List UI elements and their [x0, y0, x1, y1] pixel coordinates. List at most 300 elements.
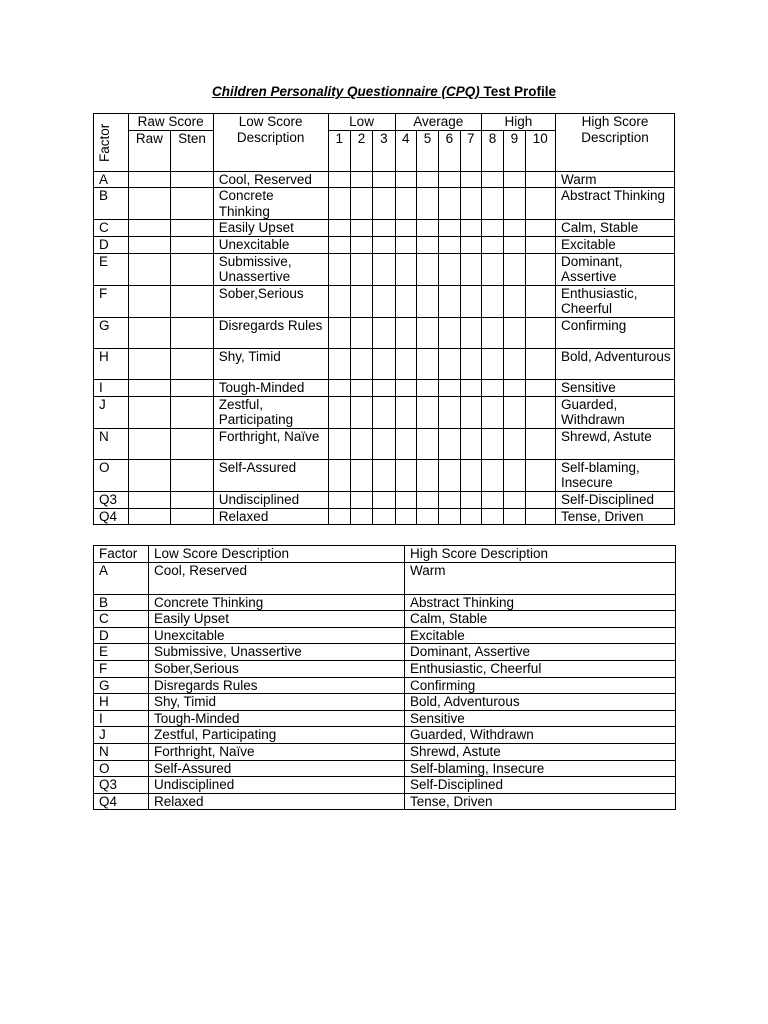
- sten-box-cell: [395, 508, 416, 525]
- summary-high-cell: Sensitive: [405, 710, 676, 727]
- summary-high-cell: Self-Disciplined: [405, 777, 676, 794]
- summary-table: [93, 545, 676, 810]
- sten-box-cell: [373, 285, 395, 317]
- profile-row: [94, 171, 675, 188]
- sten-box-cell: [481, 428, 503, 459]
- raw-cell: [128, 317, 171, 348]
- sten-box-cell: [525, 491, 555, 508]
- low-desc-cell: Submissive, Unassertive: [213, 253, 328, 285]
- sten-box-cell: [373, 253, 395, 285]
- sten-box-cell: [504, 379, 525, 396]
- sten-box-cell: [460, 171, 481, 188]
- summary-row: [94, 562, 676, 594]
- sten-box-cell: [416, 379, 438, 396]
- summary-high-cell: Shrewd, Astute: [405, 743, 676, 760]
- sten-box-cell: [525, 236, 555, 253]
- high-desc-cell: Excitable: [556, 236, 675, 253]
- sten-box-cell: [350, 348, 372, 379]
- sten-box-cell: [525, 317, 555, 348]
- high-desc-cell: Sensitive: [556, 379, 675, 396]
- sten-box-cell: [328, 253, 350, 285]
- sten-box-cell: [439, 379, 460, 396]
- sten-box-cell: [350, 379, 372, 396]
- summary-high-cell: Abstract Thinking: [405, 594, 676, 611]
- sten-box-cell: [328, 459, 350, 491]
- sten-box-cell: [373, 428, 395, 459]
- sten-number: 1: [328, 130, 350, 171]
- profile-row: [94, 317, 675, 348]
- summary-high-cell: Enthusiastic, Cheerful: [405, 660, 676, 677]
- sten-box-cell: [481, 379, 503, 396]
- summary-high-cell: Dominant, Assertive: [405, 644, 676, 661]
- high-desc-cell: Enthusiastic, Cheerful: [556, 285, 675, 317]
- factor-cell: Q3: [94, 491, 129, 508]
- sten-box-cell: [504, 220, 525, 237]
- summary-low-cell: Self-Assured: [149, 760, 405, 777]
- sten-box-cell: [439, 285, 460, 317]
- summary-factor-cell: Q4: [94, 793, 149, 810]
- low-desc-cell: Undisciplined: [213, 491, 328, 508]
- high-desc-header: High Score Description: [556, 114, 675, 172]
- sten-box-cell: [373, 188, 395, 220]
- sten-box-cell: [504, 285, 525, 317]
- sten-box-cell: [504, 317, 525, 348]
- sten-box-cell: [525, 508, 555, 525]
- low-desc-cell: Zestful, Participating: [213, 396, 328, 428]
- sten-box-cell: [504, 459, 525, 491]
- sten-box-cell: [460, 188, 481, 220]
- sten-box-cell: [439, 171, 460, 188]
- summary-low-cell: Easily Upset: [149, 611, 405, 628]
- summary-low-cell: Relaxed: [149, 793, 405, 810]
- sten-box-cell: [416, 171, 438, 188]
- factor-cell: B: [94, 188, 129, 220]
- high-desc-cell: Abstract Thinking: [556, 188, 675, 220]
- sten-box-cell: [350, 459, 372, 491]
- high-band-header: High: [481, 114, 555, 131]
- sten-box-cell: [460, 253, 481, 285]
- raw-cell: [128, 253, 171, 285]
- summary-row: [94, 793, 676, 810]
- summary-factor-cell: C: [94, 611, 149, 628]
- raw-cell: [128, 428, 171, 459]
- summary-factor-header: Factor: [94, 546, 149, 563]
- summary-low-cell: Submissive, Unassertive: [149, 644, 405, 661]
- sten-box-cell: [328, 508, 350, 525]
- summary-factor-cell: D: [94, 627, 149, 644]
- sten-box-cell: [460, 491, 481, 508]
- sten-box-cell: [439, 220, 460, 237]
- summary-factor-cell: B: [94, 594, 149, 611]
- sten-box-cell: [460, 236, 481, 253]
- sten-box-cell: [395, 428, 416, 459]
- sten-number: 10: [525, 130, 555, 171]
- factor-cell: O: [94, 459, 129, 491]
- sten-box-cell: [525, 459, 555, 491]
- sten-box-cell: [395, 188, 416, 220]
- low-desc-cell: Concrete Thinking: [213, 188, 328, 220]
- sten-number: 4: [395, 130, 416, 171]
- raw-cell: [128, 508, 171, 525]
- sten-box-cell: [416, 236, 438, 253]
- sten-box-cell: [373, 220, 395, 237]
- low-desc-cell: Shy, Timid: [213, 348, 328, 379]
- sten-box-cell: [373, 379, 395, 396]
- sten-number: 5: [416, 130, 438, 171]
- sten-box-cell: [350, 188, 372, 220]
- sten-box-cell: [395, 379, 416, 396]
- sten-box-cell: [350, 236, 372, 253]
- summary-factor-cell: A: [94, 562, 149, 594]
- summary-high-cell: Calm, Stable: [405, 611, 676, 628]
- sten-number: 9: [504, 130, 525, 171]
- sten-box-cell: [416, 348, 438, 379]
- sten-box-cell: [416, 396, 438, 428]
- sten-box-cell: [460, 379, 481, 396]
- summary-high-cell: Self-blaming, Insecure: [405, 760, 676, 777]
- sten-box-cell: [350, 491, 372, 508]
- factor-cell: C: [94, 220, 129, 237]
- sten-cell: [171, 459, 214, 491]
- sten-box-cell: [373, 236, 395, 253]
- sten-box-cell: [416, 459, 438, 491]
- summary-factor-cell: H: [94, 694, 149, 711]
- profile-table: [93, 113, 675, 525]
- low-desc-cell: Self-Assured: [213, 459, 328, 491]
- sten-box-cell: [416, 428, 438, 459]
- sten-box-cell: [350, 317, 372, 348]
- low-band-header: Low: [328, 114, 395, 131]
- sten-box-cell: [395, 285, 416, 317]
- sten-box-cell: [416, 220, 438, 237]
- sten-box-cell: [373, 317, 395, 348]
- low-desc-cell: Relaxed: [213, 508, 328, 525]
- sten-box-cell: [504, 171, 525, 188]
- sten-number: 3: [373, 130, 395, 171]
- sten-box-cell: [395, 396, 416, 428]
- raw-cell: [128, 236, 171, 253]
- sten-box-cell: [481, 171, 503, 188]
- raw-cell: [128, 459, 171, 491]
- sten-box-cell: [416, 285, 438, 317]
- summary-low-cell: Disregards Rules: [149, 677, 405, 694]
- sten-box-cell: [504, 396, 525, 428]
- sten-box-cell: [439, 491, 460, 508]
- high-desc-cell: Self-Disciplined: [556, 491, 675, 508]
- profile-row: [94, 491, 675, 508]
- low-desc-cell: Sober,Serious: [213, 285, 328, 317]
- sten-box-cell: [328, 379, 350, 396]
- factor-header: Factor: [94, 114, 129, 172]
- summary-row: [94, 677, 676, 694]
- sten-box-cell: [525, 285, 555, 317]
- sten-cell: [171, 379, 214, 396]
- sten-box-cell: [439, 317, 460, 348]
- sten-box-cell: [416, 317, 438, 348]
- sten-box-cell: [481, 220, 503, 237]
- sten-cell: [171, 188, 214, 220]
- high-desc-cell: Confirming: [556, 317, 675, 348]
- sten-cell: [171, 491, 214, 508]
- high-desc-cell: Shrewd, Astute: [556, 428, 675, 459]
- sten-box-cell: [504, 188, 525, 220]
- profile-row: [94, 188, 675, 220]
- sten-box-cell: [350, 253, 372, 285]
- sten-cell: [171, 348, 214, 379]
- sten-cell: [171, 220, 214, 237]
- sten-box-cell: [328, 428, 350, 459]
- sten-cell: [171, 396, 214, 428]
- summary-factor-cell: F: [94, 660, 149, 677]
- summary-factor-cell: J: [94, 727, 149, 744]
- sten-box-cell: [525, 220, 555, 237]
- summary-high-cell: Tense, Driven: [405, 793, 676, 810]
- factor-cell: N: [94, 428, 129, 459]
- sten-box-cell: [416, 188, 438, 220]
- sten-box-cell: [395, 253, 416, 285]
- sten-box-cell: [395, 171, 416, 188]
- high-desc-cell: Dominant, Assertive: [556, 253, 675, 285]
- sten-box-cell: [373, 348, 395, 379]
- sten-box-cell: [350, 220, 372, 237]
- sten-box-cell: [481, 253, 503, 285]
- profile-row: [94, 285, 675, 317]
- sten-box-cell: [439, 188, 460, 220]
- summary-factor-cell: O: [94, 760, 149, 777]
- summary-row: [94, 743, 676, 760]
- sten-box-cell: [525, 253, 555, 285]
- summary-row: [94, 694, 676, 711]
- summary-low-cell: Cool, Reserved: [149, 562, 405, 594]
- sten-box-cell: [395, 236, 416, 253]
- sten-box-cell: [504, 253, 525, 285]
- sten-box-cell: [350, 285, 372, 317]
- sten-box-cell: [373, 171, 395, 188]
- factor-cell: Q4: [94, 508, 129, 525]
- summary-low-cell: Tough-Minded: [149, 710, 405, 727]
- raw-cell: [128, 171, 171, 188]
- sten-box-cell: [460, 348, 481, 379]
- sten-box-cell: [481, 459, 503, 491]
- page-title: [0, 84, 768, 99]
- raw-header: Raw: [128, 130, 171, 171]
- summary-row: [94, 727, 676, 744]
- sten-box-cell: [504, 491, 525, 508]
- sten-box-cell: [460, 508, 481, 525]
- sten-cell: [171, 236, 214, 253]
- sten-cell: [171, 253, 214, 285]
- summary-low-cell: Sober,Serious: [149, 660, 405, 677]
- summary-row: [94, 594, 676, 611]
- sten-box-cell: [460, 459, 481, 491]
- summary-low-cell: Unexcitable: [149, 627, 405, 644]
- sten-box-cell: [460, 428, 481, 459]
- sten-cell: [171, 317, 214, 348]
- sten-box-cell: [350, 171, 372, 188]
- low-desc-cell: Tough-Minded: [213, 379, 328, 396]
- sten-box-cell: [439, 508, 460, 525]
- sten-number: 8: [481, 130, 503, 171]
- high-desc-cell: Calm, Stable: [556, 220, 675, 237]
- sten-box-cell: [481, 396, 503, 428]
- sten-number: 2: [350, 130, 372, 171]
- summary-row: [94, 627, 676, 644]
- sten-box-cell: [373, 396, 395, 428]
- sten-box-cell: [504, 348, 525, 379]
- low-desc-cell: Cool, Reserved: [213, 171, 328, 188]
- factor-cell: G: [94, 317, 129, 348]
- sten-box-cell: [481, 348, 503, 379]
- sten-cell: [171, 171, 214, 188]
- summary-row: [94, 644, 676, 661]
- summary-factor-cell: E: [94, 644, 149, 661]
- sten-box-cell: [460, 317, 481, 348]
- summary-factor-cell: I: [94, 710, 149, 727]
- sten-number: 7: [460, 130, 481, 171]
- sten-box-cell: [328, 491, 350, 508]
- summary-low-cell: Shy, Timid: [149, 694, 405, 711]
- sten-box-cell: [525, 348, 555, 379]
- summary-high-header: High Score Description: [405, 546, 676, 563]
- sten-box-cell: [481, 188, 503, 220]
- summary-row: [94, 760, 676, 777]
- sten-box-cell: [328, 348, 350, 379]
- sten-box-cell: [373, 508, 395, 525]
- high-desc-cell: Tense, Driven: [556, 508, 675, 525]
- summary-factor-cell: G: [94, 677, 149, 694]
- summary-high-cell: Guarded, Withdrawn: [405, 727, 676, 744]
- sten-box-cell: [350, 396, 372, 428]
- sten-box-cell: [460, 396, 481, 428]
- sten-box-cell: [439, 253, 460, 285]
- raw-cell: [128, 379, 171, 396]
- raw-score-header: Raw Score: [128, 114, 213, 131]
- sten-box-cell: [350, 428, 372, 459]
- sten-cell: [171, 508, 214, 525]
- sten-box-cell: [439, 428, 460, 459]
- sten-box-cell: [504, 508, 525, 525]
- sten-box-cell: [395, 220, 416, 237]
- summary-low-header: Low Score Description: [149, 546, 405, 563]
- summary-low-cell: Zestful, Participating: [149, 727, 405, 744]
- profile-row: [94, 508, 675, 525]
- sten-box-cell: [328, 188, 350, 220]
- sten-box-cell: [373, 459, 395, 491]
- sten-box-cell: [328, 317, 350, 348]
- sten-box-cell: [439, 459, 460, 491]
- profile-row: [94, 379, 675, 396]
- factor-cell: I: [94, 379, 129, 396]
- low-desc-cell: Easily Upset: [213, 220, 328, 237]
- sten-box-cell: [328, 236, 350, 253]
- factor-cell: J: [94, 396, 129, 428]
- factor-cell: H: [94, 348, 129, 379]
- summary-row: [94, 777, 676, 794]
- sten-box-cell: [460, 220, 481, 237]
- sten-box-cell: [395, 491, 416, 508]
- sten-cell: [171, 428, 214, 459]
- summary-high-cell: Warm: [405, 562, 676, 594]
- low-desc-cell: Unexcitable: [213, 236, 328, 253]
- sten-box-cell: [373, 491, 395, 508]
- sten-box-cell: [328, 396, 350, 428]
- summary-factor-cell: N: [94, 743, 149, 760]
- sten-box-cell: [416, 491, 438, 508]
- sten-box-cell: [504, 428, 525, 459]
- sten-box-cell: [525, 396, 555, 428]
- sten-box-cell: [525, 188, 555, 220]
- sten-box-cell: [504, 236, 525, 253]
- summary-row: [94, 710, 676, 727]
- sten-box-cell: [439, 348, 460, 379]
- factor-cell: A: [94, 171, 129, 188]
- summary-high-cell: Excitable: [405, 627, 676, 644]
- title-italic: Children Personality Questionnaire (CPQ): [211, 84, 480, 99]
- sten-box-cell: [395, 317, 416, 348]
- profile-row: [94, 348, 675, 379]
- average-band-header: Average: [395, 114, 481, 131]
- sten-box-cell: [439, 396, 460, 428]
- sten-box-cell: [350, 508, 372, 525]
- sten-box-cell: [460, 285, 481, 317]
- profile-row: [94, 220, 675, 237]
- sten-box-cell: [525, 379, 555, 396]
- sten-box-cell: [525, 428, 555, 459]
- sten-header: Sten: [171, 130, 214, 171]
- low-desc-cell: Disregards Rules: [213, 317, 328, 348]
- title-rest: Test Profile: [479, 84, 557, 99]
- profile-row: [94, 428, 675, 459]
- summary-row: [94, 660, 676, 677]
- sten-box-cell: [481, 236, 503, 253]
- raw-cell: [128, 348, 171, 379]
- sten-box-cell: [525, 171, 555, 188]
- factor-cell: E: [94, 253, 129, 285]
- high-desc-cell: Warm: [556, 171, 675, 188]
- sten-box-cell: [328, 171, 350, 188]
- raw-cell: [128, 396, 171, 428]
- sten-box-cell: [416, 508, 438, 525]
- factor-cell: D: [94, 236, 129, 253]
- sten-box-cell: [481, 508, 503, 525]
- summary-high-cell: Confirming: [405, 677, 676, 694]
- profile-row: [94, 253, 675, 285]
- summary-high-cell: Bold, Adventurous: [405, 694, 676, 711]
- summary-low-cell: Undisciplined: [149, 777, 405, 794]
- high-desc-cell: Self-blaming, Insecure: [556, 459, 675, 491]
- profile-row: [94, 459, 675, 491]
- sten-box-cell: [481, 491, 503, 508]
- profile-row: [94, 396, 675, 428]
- raw-cell: [128, 220, 171, 237]
- sten-box-cell: [481, 317, 503, 348]
- sten-box-cell: [439, 236, 460, 253]
- summary-factor-cell: Q3: [94, 777, 149, 794]
- high-desc-cell: Bold, Adventurous: [556, 348, 675, 379]
- high-desc-cell: Guarded, Withdrawn: [556, 396, 675, 428]
- raw-cell: [128, 188, 171, 220]
- sten-box-cell: [328, 220, 350, 237]
- factor-cell: F: [94, 285, 129, 317]
- sten-box-cell: [416, 253, 438, 285]
- low-desc-header: Low Score Description: [213, 114, 328, 172]
- summary-low-cell: Concrete Thinking: [149, 594, 405, 611]
- sten-box-cell: [395, 348, 416, 379]
- sten-cell: [171, 285, 214, 317]
- sten-box-cell: [481, 285, 503, 317]
- summary-row: [94, 611, 676, 628]
- sten-box-cell: [395, 459, 416, 491]
